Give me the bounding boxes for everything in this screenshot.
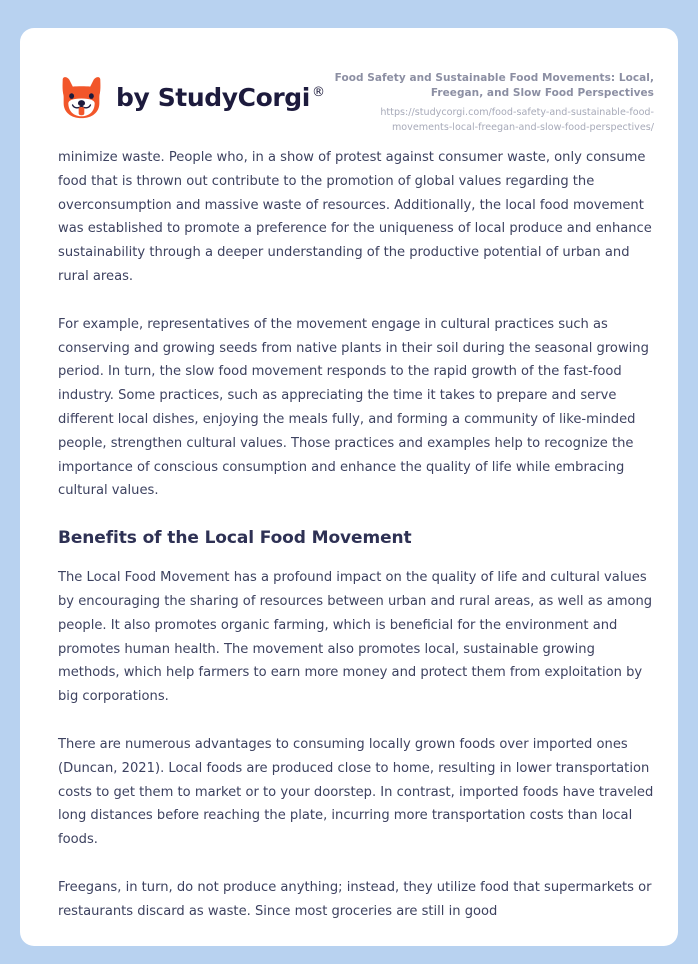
header-document-meta xyxy=(325,68,654,135)
document-title: Food Safety and Sustainable Food Movements: Local, Freegan, and Slow Food Perspectives xyxy=(334,72,654,100)
brand-wordmark xyxy=(116,85,325,110)
corgi-logo-icon xyxy=(58,74,105,121)
document-body xyxy=(20,146,678,924)
paragraph: minimize waste. People who, in a show of protest against consumer waste, only consume food that is thrown out contribute to the promotion of global values regarding the overconsumption and massive waste of resources. Additionally, the local food movement was established to promote a preference for the uniqueness of local produce and enhance sustainability through a deeper understanding of the productive potential of urban and rural areas. xyxy=(58,150,652,284)
paragraph: There are numerous advantages to consuming locally grown foods over imported ones (Duncan, 2021). Local foods are produced close to home, resulting in lower transportation costs to get them to market or to your doorstep. In contrast, imported foods have traveled long distances before reaching the plate, incurring more transportation costs than local foods. xyxy=(58,737,654,848)
registered-trademark-icon: ® xyxy=(311,85,325,100)
document-url[interactable]: https://studycorgi.com/food-safety-and-sustainable-food-movements-local-freegan-and-slow-food-perspectives/ xyxy=(380,107,654,133)
document-page xyxy=(20,28,678,946)
paragraph: Freegans, in turn, do not produce anything; instead, they utilize food that supermarkets or restaurants discard as waste. Since most groceries are still in good xyxy=(58,880,652,919)
brand-name: by StudyCorgi xyxy=(116,83,310,112)
paragraph: For example, representatives of the movement engage in cultural practices such as conserving and growing seeds from native plants in their soil during the seasonal growing period. In turn, the slow food movement responds to the rapid growth of the fast-food industry. Some practices, such as appreciating the time it takes to prepare and serve different local dishes, enjoying the meals fully, and forming a community of like-minded people, strengthen cultural values. Those practices and examples help to recognize the importance of conscious consumption and enhance the quality of life while embracing cultural values. xyxy=(58,316,649,499)
document-header xyxy=(20,28,678,146)
brand-logo-group xyxy=(58,68,325,121)
section-heading: Benefits of the Local Food Movement xyxy=(58,528,412,549)
paragraph: The Local Food Movement has a profound impact on the quality of life and cultural values by encouraging the sharing of resources between urban and rural areas, as well as among people. It also promotes organic farming, which is beneficial for the environment and promotes human health. The movement also promotes local, sustainable growing methods, which help farmers to earn more money and protect them from exploitation by big corporations. xyxy=(58,570,653,705)
